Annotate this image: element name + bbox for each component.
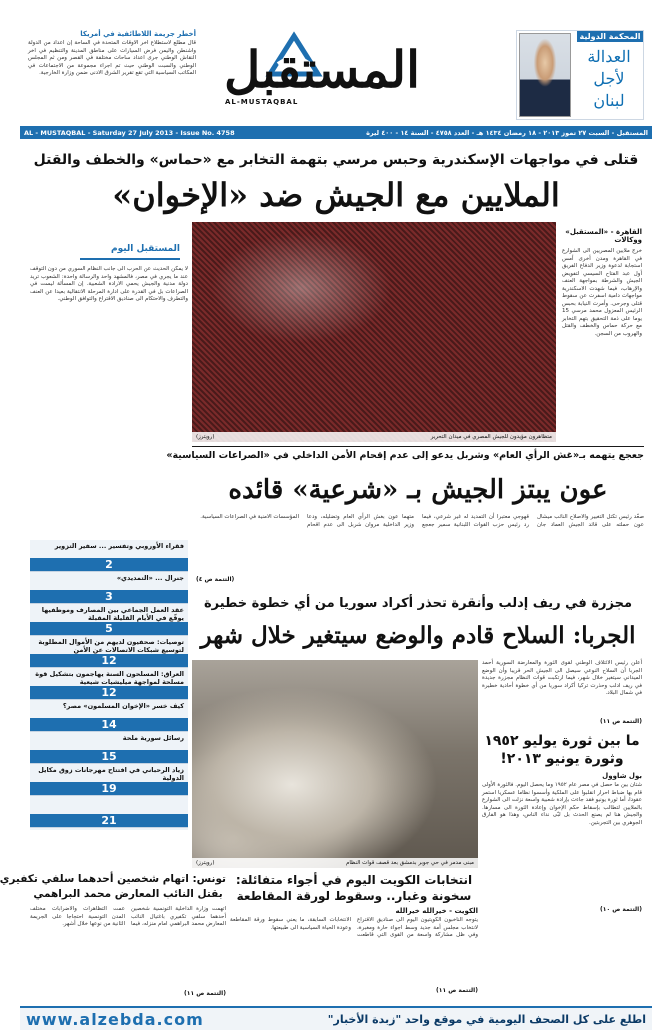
- story3-body: أعلن رئيس الائتلاف الوطني لقوى الثورة والمعارضة السورية أحمد الجربا أن السلاح النوعي سيصل الى الجيش الحر قريبا وأن الوضع الميداني سيتغير خلال شهر، فيما ارتكبت قوات النظام مجزرة جديدة في ريف ادلب وحذرت تركيا أكراد سوريا من أي خطوة أحادية خطيرة في شمال البلاد.: [482, 660, 642, 696]
- story4-box: [482, 732, 642, 922]
- footer-watermark[interactable]: www.alzebda.com: [26, 1010, 204, 1029]
- index-item-page: 5: [30, 622, 188, 635]
- story6-headline-2: بقتل النائب المعارض محمد البراهمي: [33, 888, 223, 900]
- editorial-title: المستقبل اليوم: [110, 244, 180, 254]
- index-item-page: 12: [30, 686, 188, 699]
- story1-headline: الملايين مع الجيش ضد «الإخوان»: [112, 176, 560, 214]
- index-item-page: 19: [30, 782, 188, 795]
- story2-body: صعّد رئيس تكتل التغيير والاصلاح النائب ميشال عون حملته على قائد الجيش العماد جان قهوجي معتبرا أن التمديد له غير شرعي، فيما رد رئيس حزب القوات اللبنانية سمير جعجع متهما عون بغش الرأي العام وتضليله، ودعا وزير الداخلية مروان شربل الى عدم اقحام المؤسسات الامنية في الصراعات السياسية.: [200, 514, 644, 528]
- index-item-text: [30, 796, 188, 814]
- story5-continued: (التتمة ص ١١): [436, 987, 478, 994]
- ruins-caption: [192, 858, 478, 868]
- index-item-text: فقراء الأوروبي وتفسير ... سفير التزوير: [54, 542, 184, 550]
- index-item-text: زياد الرحباني في افتتاح مهرجانات زوق مكايل الدولية: [38, 766, 184, 782]
- ruins-caption-credit: (رويترز): [196, 860, 215, 866]
- story4-continued: (التتمة ص ١٠): [600, 906, 642, 913]
- tribunal-line2: لأجل: [593, 69, 625, 88]
- editorial-body: لا يمكن الحديث عن الحرب الى جانب النظام السوري من دون التوقف عند ما يجري في مصر، فالمشهد واحد والرسالة واحدة: الشعوب تريد دولة مدنية والجيش يحمي الارادة الشعبية. إن المسألة ليست في الصراعات بل في القدرة على ادارة المرحلة الانتقالية بعيدا عن العنف والتطرف والاحتكام الى صناديق الاقتراع والتوافق الوطني.: [30, 266, 188, 302]
- story2-headline: عون يبتز الجيش بـ «شرعية» قائده: [228, 475, 608, 505]
- story4-author: بول شاوول: [602, 772, 642, 780]
- story1-body: خرج ملايين المصريين الى الشوارع في القاهرة ومدن أخرى أمس استجابة لدعوة وزير الدفاع الفريق أول عبد الفتاح السيسي لتفويض الجيش والشرطة بمواجهة العنف والإرهاب، فيما شهدت الاسكندرية مواجهات دامية اسفرت عن سقوط قتلى وجرحى. وأمرت النيابة بحبس الرئيس المعزول محمد مرسي 15 يوما على ذمة التحقيق بتهم التخابر مع حركة حماس والخطف والقتل والهروب من السجن.: [562, 248, 642, 337]
- teaser-box: [28, 30, 196, 120]
- index-item[interactable]: [30, 700, 188, 732]
- story1-kicker: قتلى في مواجهات الإسكندرية وحبس مرسي بتهمة التخابر مع «حماس» والخطف والقتل: [33, 152, 639, 168]
- story5-author: الكويت - خيرالله خيرالله: [395, 907, 478, 915]
- story5-box: [230, 872, 478, 1002]
- date-en: AL - MUSTAQBAL - Saturday 27 July 2013 - Issue No. 4758: [24, 129, 235, 137]
- index-item[interactable]: [30, 796, 188, 828]
- story4-headline-1: ما بين ثورة يوليو ١٩٥٢: [484, 733, 640, 749]
- index-item-text: عقد العمل الجماعي بين المصارف وموظفيها يوقّع في الأيام القليلة المقبلة: [41, 606, 184, 622]
- editorial-header: [80, 242, 180, 260]
- crowd-photo: [192, 222, 556, 442]
- ruins-caption-text: مبنى مدمر في حي جوبر بدمشق بعد قصف قوات النظام: [345, 860, 474, 866]
- story3-continued: (التتمة ص ١١): [600, 718, 642, 725]
- index-item[interactable]: [30, 668, 188, 700]
- story5-headline-2: سخونة وغبار.. وسقوط لورقة المقاطعة: [236, 889, 472, 903]
- story2-kicker: جعجع يتهمه بـ«غش الرأي العام» وشربل يدعو إلى عدم إقحام الأمن الداخلي في «الصراعات السياسية»: [166, 450, 644, 461]
- story5-body: يتوجه الناخبون الكويتيون اليوم الى صناديق الاقتراع لانتخاب مجلس أمة جديد وسط اجواء حارة ومغبرة، وفي ظل مشاركة واسعة من القوى التي قاطعت الانتخابات السابقة، ما يعني سقوط ورقة المقاطعة وعودة الحياة السياسية الى طبيعتها.: [230, 917, 478, 938]
- story6-continued: (التتمة ص ١١): [184, 990, 226, 997]
- story4-body: شتان بين ما حصل في مصر عام ١٩٥٢ وما يحصل اليوم. فالثورة الأولى قام بها ضباط احرار انقلبوا على الملكية وأسسوا نظاما عسكريا استمر عقودا، أما ثورة يونيو فقد جاءت بإرادة شعبية واسعة نزلت الى الشوارع بالملايين لتطالب بإسقاط حكم الإخوان وإعادة الثورة الى مسارها. والجيش هنا لم يصنع الحدث بل لبّى نداء الناس، وهذا هو الفارق الجوهري بين التجربتين.: [482, 782, 642, 826]
- tribunal-line3: لبنان: [593, 91, 625, 110]
- divider: [192, 446, 644, 447]
- masthead: [20, 0, 652, 128]
- index-item-text: جنرال ... «التمديدي»: [116, 574, 184, 582]
- index-item-text: توصيات: صحفيون لديهم من الأموال المطلوبة لتوسيع شبكات الاتصالات عن الأمن: [38, 638, 184, 654]
- crowd-caption: [192, 432, 556, 442]
- date-ar: المستقبل - السبت ٢٧ تموز ٢٠١٣ - ١٨ رمضان ١٤٣٤ هـ - العدد ٤٧٥٨ - السنة ١٤ - ٤٠٠ ليرة: [366, 129, 648, 137]
- story3-headline: الجربا: السلاح قادم والوضع سيتغير خلال شهر: [200, 622, 636, 649]
- crowd-caption-credit: (رويترز): [196, 434, 215, 440]
- logo-wordmark: المستقبل: [224, 40, 420, 99]
- index-list: [30, 540, 188, 828]
- index-item-page: 21: [30, 814, 188, 827]
- portrait-photo: [519, 33, 571, 117]
- tribunal-line1: العدالة: [587, 47, 631, 66]
- index-item[interactable]: [30, 732, 188, 764]
- story2-continued: (التتمة ص ٤): [196, 576, 235, 583]
- teaser-body: قال مطلع لاستطلاع اخر الاوقات المتحدة في الساحة إن اعداد من الدولة واشنطن واليمن فرض السيارات على مناطق المدينة والتنظيم في اخر النقاش الوطني جرى اعداد ساحات مختلفة في القصر ومن ثم المجلس الوطني والسبت الوطني حيث تم اجراء مجموعة من الاجتماعات في المكاتب السياسية التي تقع تقرير الشرق الادنى ضمن وزارة الخارجية.: [28, 40, 196, 76]
- index-item[interactable]: [30, 604, 188, 636]
- story4-headline-2: وثورة يونيو ٢٠١٣!: [500, 751, 624, 767]
- index-item[interactable]: [30, 636, 188, 668]
- tribunal-box: [516, 30, 644, 120]
- story6-body: اتهمت وزارة الداخلية التونسية شخصين أحدهما سلفي تكفيري باغتيال النائب المعارض محمد البراهمي امام منزله، فيما عمت التظاهرات والاضرابات مختلف المدن التونسية احتجاجا على الجريمة الثانية من نوعها خلال أشهر.: [30, 906, 226, 927]
- ruins-photo: [192, 660, 478, 868]
- logo-latin: AL-MUSTAQBAL: [225, 98, 299, 106]
- index-item-text: العراق: المسلحون السنة يهاجمون بتشكيل قوة مسلحة لمواجهة ميليشيات شيعية: [35, 670, 184, 686]
- index-item-page: 12: [30, 654, 188, 667]
- index-item-page: 3: [30, 590, 188, 603]
- index-item[interactable]: [30, 572, 188, 604]
- footer-bar: [20, 1006, 652, 1030]
- story3-kicker: مجزرة في ريف إدلب وأنقرة تحذر أكراد سوريا من أي خطوة خطيرة: [204, 596, 632, 611]
- story6-box: [0, 872, 226, 1002]
- crowd-caption-text: متظاهرون مؤيدون للجيش المصري في ميدان التحرير: [430, 434, 552, 440]
- index-item-text: كيف خسر «الإخوان المسلمون» مصر؟: [62, 702, 184, 710]
- index-item[interactable]: [30, 764, 188, 796]
- teaser-kicker: أخطر جريمة اللاطائفية في أمريكا: [80, 30, 196, 38]
- tribunal-label: المحكمة الدولية: [577, 31, 643, 42]
- editorial: [30, 222, 188, 512]
- story6-headline-1: تونس: اتهام شخصين أحدهما سلفي تكفيري: [0, 873, 226, 885]
- story5-headline-1: انتخابات الكويت اليوم في أجواء متفائلة:: [235, 873, 473, 887]
- index-item-page: 15: [30, 750, 188, 763]
- story1-dateline: القاهرة - «المستقبل» ووكالات: [565, 228, 642, 244]
- index-column: [30, 540, 188, 830]
- index-item-text: رسائل سورية ملحة: [122, 734, 184, 742]
- date-strip: [20, 126, 652, 139]
- index-item-page: 14: [30, 718, 188, 731]
- index-item[interactable]: [30, 540, 188, 572]
- index-item-page: 2: [30, 558, 188, 571]
- footer-slogan: اطلع على كل الصحف اليومية في موقع واحد "زبدة الأخبار": [327, 1013, 646, 1026]
